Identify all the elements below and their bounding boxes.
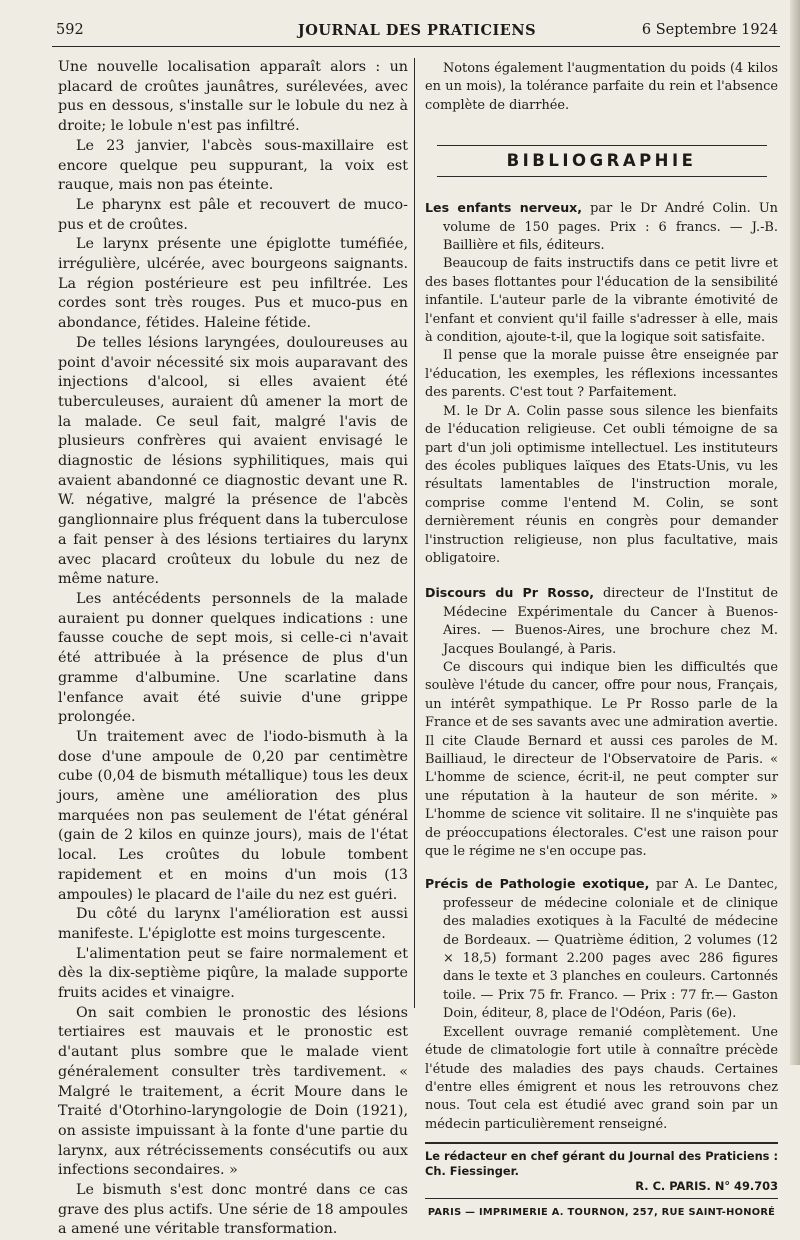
paragraph: Les antécédents personnels de la malade auraient pu donner quelques indications : une fausse couche de sept mois, si celle-ci n'avait été attribuée à la présence de plus d'un gramme d'albumine. Une scarlatine dans l'enfance avait été suivie d'une grippe prolongée. bbox=[58, 590, 408, 726]
page-number: 592 bbox=[56, 22, 84, 38]
paragraph: Le 23 janvier, l'abcès sous-maxillaire est encore quelque peu suppurant, la voix est rauque, mais non pas éteinte. bbox=[58, 137, 408, 194]
paragraph: Ce discours qui indique bien les difficultés que soulève l'étude du cancer, offre pour nous, Français, un intérêt sympathique. Le Pr Rosso parle de la France et de ses savants avec une admiration avertie. Il cite Claude Bernard et aussi ces paroles de M. Bailliaud, le directeur de l'Observatoire de Paris. « L'homme de science, écrit-il, ne peut compter sur une réputation à la hauteur de son mérite. » L'homme de science vit solitaire. Il ne s'inquiète pas de préoccupations électorales. C'est une raison pour que le régime ne s'en occupe pas. bbox=[425, 659, 778, 860]
page-header bbox=[56, 22, 778, 44]
entry-title: Précis de Pathologie exotique, bbox=[425, 876, 650, 892]
rc-number: R. C. PARIS. N° 49.703 bbox=[635, 1179, 778, 1194]
entry-details: par le Dr André Colin. Un volume de 150 pages. Prix : 6 francs. — J.-B. Baillière et fils, éditeurs. bbox=[443, 201, 778, 254]
paragraph: Beaucoup de faits instructifs dans ce petit livre et des bases flottantes pour l'éducation de la sensibilité infantile. L'auteur parle de la vibrante émotivité de l'enfant et convient qu'il faille s'adresser à elle, mais à condition, ajoute-t-il, que la logique soit satisfaite. bbox=[425, 256, 778, 346]
bibliography-entry bbox=[425, 584, 778, 861]
entry-details: directeur de l'Institut de Médecine Expérimentale du Cancer à Buenos-Aires. — Buenos-Aires, une brochure chez M. Jacques Boulangé, à Paris. bbox=[443, 586, 778, 657]
entry-title: Discours du Pr Rosso, bbox=[425, 585, 595, 601]
paragraph: Notons également l'augmentation du poids (4 kilos en un mois), la tolérance parfaite du rein et l'absence complète de diarrhée. bbox=[425, 61, 778, 113]
paragraph: Une nouvelle localisation apparaît alors : un placard de croûtes jaunâtres, surélevées, avec pus en dessous, s'installe sur le lobule du nez à droite; le lobule n'est pas infiltré. bbox=[58, 59, 408, 135]
page-edge bbox=[790, 0, 800, 1065]
section-title: BIBLIOGRAPHIE bbox=[437, 145, 767, 177]
column-divider bbox=[414, 58, 415, 1008]
right-column bbox=[425, 60, 778, 1223]
paragraph: Un traitement avec de l'iodo-bismuth à la dose d'une ampoule de 0,20 par centimètre cube (0,04 de bismuth métallique) tous les deux jours, amène une amélioration des plus marquées non pas seulement de l'état général (gain de 2 kilos en quinze jours), mais de l'état local. Les croûtes du lobule tombent rapidement et en moins d'un mois (13 ampoules) le placard de l'aile du nez est guéri. bbox=[58, 728, 408, 903]
editor-line: Le rédacteur en chef gérant du Journal des Praticiens : Ch. Fiessinger. bbox=[425, 1149, 778, 1179]
paragraph: On sait combien le pronostic des lésions tertiaires est mauvais et le pronostic est d'autant plus sombre que le malade vient généralement consulter très tardivement. « Malgré le traitement, a écrit Moure dans le Traité d'Otorhino-laryngologie de Doin (1921), on assiste impuissant à la fonte d'une partie du larynx, aux rétrécissements consécutifs ou aux infections secondaires. » bbox=[58, 1004, 408, 1179]
paragraph: De telles lésions laryngées, douloureuses au point d'avoir nécessité six mois auparavant des injections d'alcool, si elles avaient été tuberculeuses, auraient dû amener la mort de la malade. Ce seul fait, malgré l'avis de plusieurs confrères qui avaient envisagé le diagnostic de lésions syphilitiques, mais qui avaient abandonné ce diagnostic devant une R. W. négative, malgré la présence de l'abcès ganglionnaire plus fréquent dans la tuberculose a fait penser à des lésions tertiaires du larynx avec placard croûteux du lobule du nez de même nature. bbox=[58, 334, 408, 588]
paragraph: L'alimentation peut se faire normalement et dès la dix-septième piqûre, la malade supporte fruits acides et vinaigre. bbox=[58, 945, 408, 1002]
bibliography-entry bbox=[425, 875, 778, 1134]
header-rule bbox=[52, 46, 780, 47]
paragraph: Il pense que la morale puisse être enseignée par l'éducation, les exemples, les réflexions incessantes des parents. C'est tout ? Parfaitement. bbox=[425, 348, 778, 401]
entry-reference bbox=[425, 199, 778, 255]
bibliography-entry bbox=[425, 199, 778, 568]
entry-title: Les enfants nerveux, bbox=[425, 200, 583, 216]
entry-details: par A. Le Dantec, professeur de médecine coloniale et de clinique des maladies exotiques à la Faculté de médecine de Bordeaux. — Quatrième édition, 2 volumes (12 × 18,5) formant 2.200 pages avec 286 figures dans le texte et 3 planches en couleurs. Cartonnés toile. — Prix 75 fr. Franco. — Prix : 77 fr.— Gaston Doin, éditeur, 8, place de l'Odéon, Paris (6e). bbox=[443, 877, 778, 1022]
left-column bbox=[58, 58, 408, 1240]
paragraph: Du côté du larynx l'amélioration est aussi manifeste. L'épiglotte est moins turgescente. bbox=[58, 906, 408, 942]
paragraph: Le larynx présente une épiglotte tuméfiée, irrégulière, ulcérée, avec bourgeons saignants. La région postérieure est peu infiltrée. Les cordes sont très rouges. Pus et muco-pus en abondance, fétides. Haleine fétide. bbox=[58, 236, 408, 332]
entry-reference bbox=[425, 875, 778, 1023]
paragraph: Le bismuth s'est donc montré dans ce cas grave des plus actifs. Une série de 18 ampoules a amené une véritable transformation. bbox=[58, 1182, 408, 1238]
paragraph: Le pharynx est pâle et recouvert de muco-pus et de croûtes. bbox=[58, 196, 408, 233]
journal-title: JOURNAL DES PRATICIENS bbox=[297, 22, 537, 39]
entry-reference bbox=[425, 584, 778, 659]
paragraph: Excellent ouvrage remanié complètement. Une étude de climatologie fort utile à connaître précède l'étude des maladies des pays chauds. Certaines d'entre elles émigrent et nous les retrouvons chez nous. Tout cela est étudié avec grand soin par un médecin particulièrement renseigné. bbox=[425, 1024, 778, 1132]
paragraph: M. le Dr A. Colin passe sous silence les bienfaits de l'éducation religieuse. Cet oubli témoigne de sa part d'un joli optimisme intellectuel. Les instituteurs des écoles publiques laïques des Etats-Unis, vu les résultats lamentables de l'instruction morale, comprise comme l'entend M. Colin, se sont dernièrement réunis en congrès pour demander l'instruction religieuse, non plus facultative, mais obligatoire. bbox=[425, 403, 778, 566]
printer-imprint: PARIS — IMPRIMERIE A. TOURNON, 257, RUE SAINT-HONORÉ bbox=[427, 1207, 776, 1219]
issue-date: 6 Septembre 1924 bbox=[641, 22, 778, 38]
